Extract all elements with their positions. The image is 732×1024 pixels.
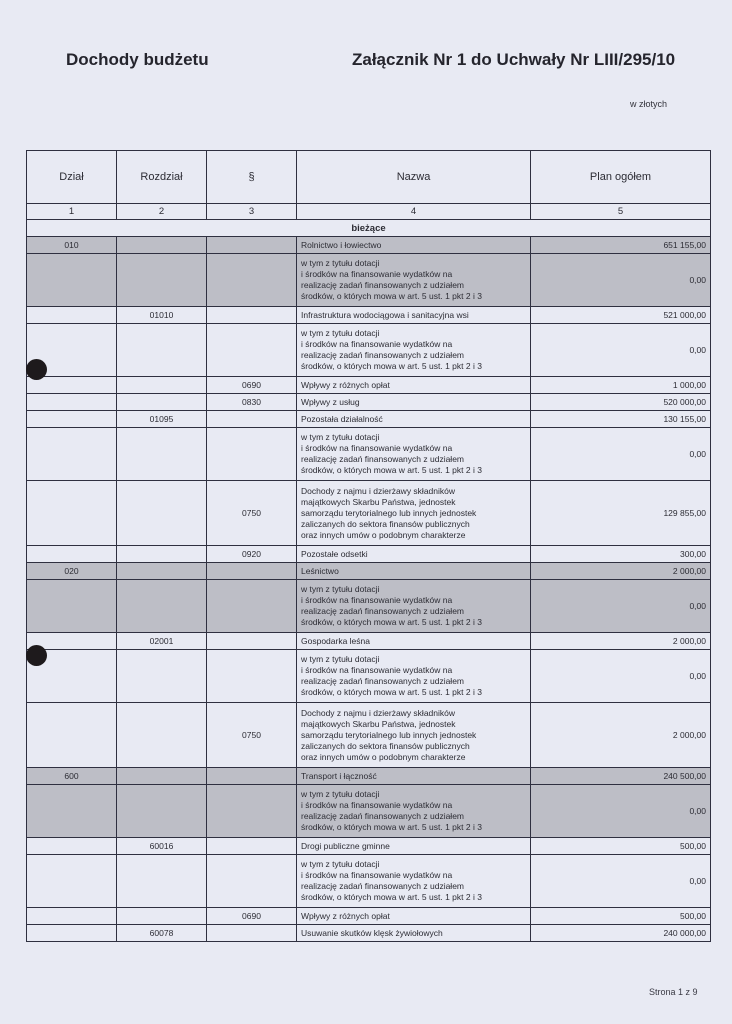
nazwa-line: w tym z tytułu dotacji bbox=[301, 859, 380, 869]
nazwa-line: realizację zadań finansowanych z udziałem bbox=[301, 676, 465, 686]
table-row bbox=[27, 633, 711, 650]
cell-plan: 300,00 bbox=[531, 546, 711, 563]
nazwa-line: i środków na finansowanie wydatków na bbox=[301, 800, 453, 810]
table-row bbox=[27, 394, 711, 411]
cell-rozdzial bbox=[117, 394, 207, 411]
cell-dzial bbox=[27, 254, 117, 307]
cell-nazwa bbox=[297, 307, 531, 324]
cell-rozdzial bbox=[117, 855, 207, 908]
budget-income-table bbox=[26, 150, 711, 942]
nazwa-line: Rolnictwo i łowiectwo bbox=[301, 239, 382, 250]
table-row bbox=[27, 785, 711, 838]
cell-nazwa bbox=[297, 254, 531, 307]
currency-unit-note: w złotych bbox=[630, 99, 668, 109]
cell-plan: 129 855,00 bbox=[531, 481, 711, 546]
cell-dzial bbox=[27, 428, 117, 481]
table-row bbox=[27, 855, 711, 908]
nazwa-line: samorządu terytorialnego lub innych jednostek bbox=[301, 729, 477, 740]
document-title: Dochody budżetu bbox=[66, 50, 209, 69]
column-header-plan: Plan ogółem bbox=[531, 151, 711, 204]
table-row bbox=[27, 307, 711, 324]
nazwa-line: Transport i łączność bbox=[301, 770, 377, 781]
column-number: 4 bbox=[297, 204, 531, 220]
cell-nazwa bbox=[297, 703, 531, 768]
table-row bbox=[27, 563, 711, 580]
table-row bbox=[27, 768, 711, 785]
cell-nazwa bbox=[297, 925, 531, 942]
cell-paragraf bbox=[207, 237, 297, 254]
nazwa-line: realizację zadań finansowanych z udziałem bbox=[301, 606, 465, 616]
table-row bbox=[27, 546, 711, 563]
cell-plan: 500,00 bbox=[531, 838, 711, 855]
table-row bbox=[27, 254, 711, 307]
cell-paragraf: 0920 bbox=[207, 546, 297, 563]
nazwa-line: realizację zadań finansowanych z udziałem bbox=[301, 350, 465, 360]
column-header-rozdzial: Rozdział bbox=[117, 151, 207, 204]
cell-paragraf bbox=[207, 925, 297, 942]
nazwa-line: samorządu terytorialnego lub innych jednostek bbox=[301, 507, 477, 518]
nazwa-line: i środków na finansowanie wydatków na bbox=[301, 665, 453, 675]
cell-rozdzial: 02001 bbox=[117, 633, 207, 650]
cell-rozdzial bbox=[117, 254, 207, 307]
nazwa-line: realizację zadań finansowanych z udziałem bbox=[301, 454, 465, 464]
table-row bbox=[27, 925, 711, 942]
cell-paragraf bbox=[207, 855, 297, 908]
cell-rozdzial bbox=[117, 481, 207, 546]
cell-nazwa bbox=[297, 768, 531, 785]
cell-dzial bbox=[27, 411, 117, 428]
nazwa-line: Wpływy z różnych opłat bbox=[301, 379, 390, 390]
column-number: 3 bbox=[207, 204, 297, 220]
column-header-paragraf: § bbox=[207, 151, 297, 204]
cell-plan: 0,00 bbox=[531, 254, 711, 307]
cell-plan: 521 000,00 bbox=[531, 307, 711, 324]
cell-plan: 651 155,00 bbox=[531, 237, 711, 254]
cell-nazwa bbox=[297, 394, 531, 411]
cell-plan: 0,00 bbox=[531, 580, 711, 633]
cell-nazwa bbox=[297, 324, 531, 377]
table-row bbox=[27, 377, 711, 394]
cell-plan: 240 500,00 bbox=[531, 768, 711, 785]
cell-paragraf bbox=[207, 307, 297, 324]
cell-nazwa bbox=[297, 411, 531, 428]
cell-paragraf: 0750 bbox=[207, 481, 297, 546]
cell-rozdzial: 60016 bbox=[117, 838, 207, 855]
cell-nazwa bbox=[297, 838, 531, 855]
nazwa-line: w tym z tytułu dotacji bbox=[301, 584, 380, 594]
nazwa-line: oraz innych umów o podobnym charakterze bbox=[301, 751, 466, 762]
cell-paragraf bbox=[207, 580, 297, 633]
cell-rozdzial bbox=[117, 580, 207, 633]
cell-dzial: 010 bbox=[27, 237, 117, 254]
cell-paragraf bbox=[207, 650, 297, 703]
cell-plan: 520 000,00 bbox=[531, 394, 711, 411]
nazwa-line: Leśnictwo bbox=[301, 565, 339, 576]
cell-plan: 1 000,00 bbox=[531, 377, 711, 394]
column-number: 5 bbox=[531, 204, 711, 220]
column-number-row bbox=[27, 204, 711, 220]
column-header-dzial: Dział bbox=[27, 151, 117, 204]
cell-dzial: 600 bbox=[27, 768, 117, 785]
nazwa-line: Dochody z najmu i dzierżawy składników bbox=[301, 485, 456, 496]
table-body bbox=[27, 237, 711, 942]
table-header-row bbox=[27, 151, 711, 204]
table-row bbox=[27, 428, 711, 481]
cell-paragraf bbox=[207, 785, 297, 838]
cell-nazwa bbox=[297, 237, 531, 254]
cell-rozdzial bbox=[117, 237, 207, 254]
nazwa-line: Dochody z najmu i dzierżawy składników bbox=[301, 707, 456, 718]
cell-nazwa bbox=[297, 633, 531, 650]
nazwa-line: Drogi publiczne gminne bbox=[301, 840, 390, 851]
cell-paragraf bbox=[207, 633, 297, 650]
cell-dzial bbox=[27, 838, 117, 855]
nazwa-line: Wpływy z różnych opłat bbox=[301, 910, 390, 921]
table-row bbox=[27, 908, 711, 925]
column-header-nazwa: Nazwa bbox=[297, 151, 531, 204]
cell-plan: 0,00 bbox=[531, 324, 711, 377]
cell-nazwa bbox=[297, 855, 531, 908]
nazwa-line: zaliczanych do sektora finansów publicznych bbox=[301, 518, 470, 529]
cell-plan: 0,00 bbox=[531, 428, 711, 481]
nazwa-line: Pozostałe odsetki bbox=[301, 548, 368, 559]
table-row bbox=[27, 324, 711, 377]
cell-plan: 2 000,00 bbox=[531, 563, 711, 580]
nazwa-line: w tym z tytułu dotacji bbox=[301, 258, 380, 268]
cell-paragraf bbox=[207, 254, 297, 307]
cell-nazwa bbox=[297, 908, 531, 925]
table-row bbox=[27, 237, 711, 254]
cell-rozdzial: 60078 bbox=[117, 925, 207, 942]
nazwa-line: środków, o których mowa w art. 5 ust. 1 pkt 2 i 3 bbox=[301, 361, 482, 371]
nazwa-line: Infrastruktura wodociągowa i sanitacyjna wsi bbox=[301, 309, 469, 320]
cell-paragraf bbox=[207, 428, 297, 481]
cell-nazwa bbox=[297, 563, 531, 580]
cell-rozdzial bbox=[117, 650, 207, 703]
nazwa-line: oraz innych umów o podobnym charakterze bbox=[301, 529, 466, 540]
cell-paragraf bbox=[207, 838, 297, 855]
cell-dzial bbox=[27, 394, 117, 411]
cell-rozdzial: 01095 bbox=[117, 411, 207, 428]
punch-hole-mark bbox=[26, 645, 47, 666]
cell-dzial bbox=[27, 855, 117, 908]
cell-paragraf bbox=[207, 563, 297, 580]
table-row bbox=[27, 481, 711, 546]
nazwa-line: i środków na finansowanie wydatków na bbox=[301, 269, 453, 279]
nazwa-line: Gospodarka leśna bbox=[301, 635, 370, 646]
cell-plan: 2 000,00 bbox=[531, 633, 711, 650]
nazwa-line: w tym z tytułu dotacji bbox=[301, 328, 380, 338]
nazwa-line: Usuwanie skutków klęsk żywiołowych bbox=[301, 927, 443, 938]
nazwa-line: realizację zadań finansowanych z udziałem bbox=[301, 811, 465, 821]
cell-rozdzial bbox=[117, 563, 207, 580]
cell-plan: 0,00 bbox=[531, 785, 711, 838]
table-row bbox=[27, 411, 711, 428]
cell-nazwa bbox=[297, 580, 531, 633]
nazwa-line: w tym z tytułu dotacji bbox=[301, 789, 380, 799]
nazwa-line: realizację zadań finansowanych z udziałem bbox=[301, 280, 465, 290]
cell-rozdzial bbox=[117, 428, 207, 481]
cell-dzial: 020 bbox=[27, 563, 117, 580]
cell-nazwa bbox=[297, 377, 531, 394]
cell-rozdzial bbox=[117, 324, 207, 377]
table-row bbox=[27, 650, 711, 703]
cell-plan: 0,00 bbox=[531, 650, 711, 703]
nazwa-line: środków, o których mowa w art. 5 ust. 1 pkt 2 i 3 bbox=[301, 687, 482, 697]
cell-rozdzial bbox=[117, 703, 207, 768]
nazwa-line: i środków na finansowanie wydatków na bbox=[301, 595, 453, 605]
cell-rozdzial bbox=[117, 546, 207, 563]
nazwa-line: środków, o których mowa w art. 5 ust. 1 pkt 2 i 3 bbox=[301, 465, 482, 475]
cell-dzial bbox=[27, 307, 117, 324]
cell-dzial bbox=[27, 925, 117, 942]
section-row bbox=[27, 220, 711, 237]
nazwa-line: Wpływy z usług bbox=[301, 396, 360, 407]
nazwa-line: i środków na finansowanie wydatków na bbox=[301, 870, 453, 880]
column-number: 2 bbox=[117, 204, 207, 220]
cell-plan: 240 000,00 bbox=[531, 925, 711, 942]
nazwa-line: środków, o których mowa w art. 5 ust. 1 pkt 2 i 3 bbox=[301, 291, 482, 301]
cell-nazwa bbox=[297, 481, 531, 546]
nazwa-line: realizację zadań finansowanych z udziałem bbox=[301, 881, 465, 891]
nazwa-line: środków, o których mowa w art. 5 ust. 1 pkt 2 i 3 bbox=[301, 822, 482, 832]
cell-rozdzial bbox=[117, 377, 207, 394]
cell-nazwa bbox=[297, 785, 531, 838]
cell-paragraf: 0750 bbox=[207, 703, 297, 768]
cell-plan: 130 155,00 bbox=[531, 411, 711, 428]
cell-rozdzial: 01010 bbox=[117, 307, 207, 324]
cell-paragraf: 0690 bbox=[207, 377, 297, 394]
cell-plan: 2 000,00 bbox=[531, 703, 711, 768]
section-label: bieżące bbox=[27, 220, 711, 237]
nazwa-line: i środków na finansowanie wydatków na bbox=[301, 443, 453, 453]
nazwa-line: i środków na finansowanie wydatków na bbox=[301, 339, 453, 349]
cell-paragraf bbox=[207, 324, 297, 377]
nazwa-line: majątkowych Skarbu Państwa, jednostek bbox=[301, 718, 456, 729]
attachment-title: Załącznik Nr 1 do Uchwały Nr LIII/295/10 bbox=[352, 50, 676, 69]
nazwa-line: zaliczanych do sektora finansów publicznych bbox=[301, 740, 470, 751]
cell-plan: 0,00 bbox=[531, 855, 711, 908]
cell-nazwa bbox=[297, 546, 531, 563]
column-number: 1 bbox=[27, 204, 117, 220]
cell-rozdzial bbox=[117, 785, 207, 838]
nazwa-line: w tym z tytułu dotacji bbox=[301, 654, 380, 664]
page-number: Strona 1 z 9 bbox=[649, 987, 698, 997]
nazwa-line: w tym z tytułu dotacji bbox=[301, 432, 380, 442]
cell-nazwa bbox=[297, 428, 531, 481]
cell-dzial bbox=[27, 785, 117, 838]
cell-paragraf bbox=[207, 411, 297, 428]
cell-dzial bbox=[27, 580, 117, 633]
cell-paragraf: 0830 bbox=[207, 394, 297, 411]
cell-paragraf: 0690 bbox=[207, 908, 297, 925]
cell-dzial bbox=[27, 481, 117, 546]
nazwa-line: środków, o których mowa w art. 5 ust. 1 pkt 2 i 3 bbox=[301, 617, 482, 627]
cell-nazwa bbox=[297, 650, 531, 703]
cell-plan: 500,00 bbox=[531, 908, 711, 925]
nazwa-line: Pozostała działalność bbox=[301, 413, 383, 424]
cell-dzial bbox=[27, 546, 117, 563]
table-row bbox=[27, 703, 711, 768]
cell-rozdzial bbox=[117, 768, 207, 785]
cell-dzial bbox=[27, 703, 117, 768]
cell-rozdzial bbox=[117, 908, 207, 925]
table-row bbox=[27, 580, 711, 633]
cell-paragraf bbox=[207, 768, 297, 785]
punch-hole-mark bbox=[26, 359, 47, 380]
nazwa-line: majątkowych Skarbu Państwa, jednostek bbox=[301, 496, 456, 507]
table-row bbox=[27, 838, 711, 855]
nazwa-line: środków, o których mowa w art. 5 ust. 1 pkt 2 i 3 bbox=[301, 892, 482, 902]
cell-dzial bbox=[27, 908, 117, 925]
